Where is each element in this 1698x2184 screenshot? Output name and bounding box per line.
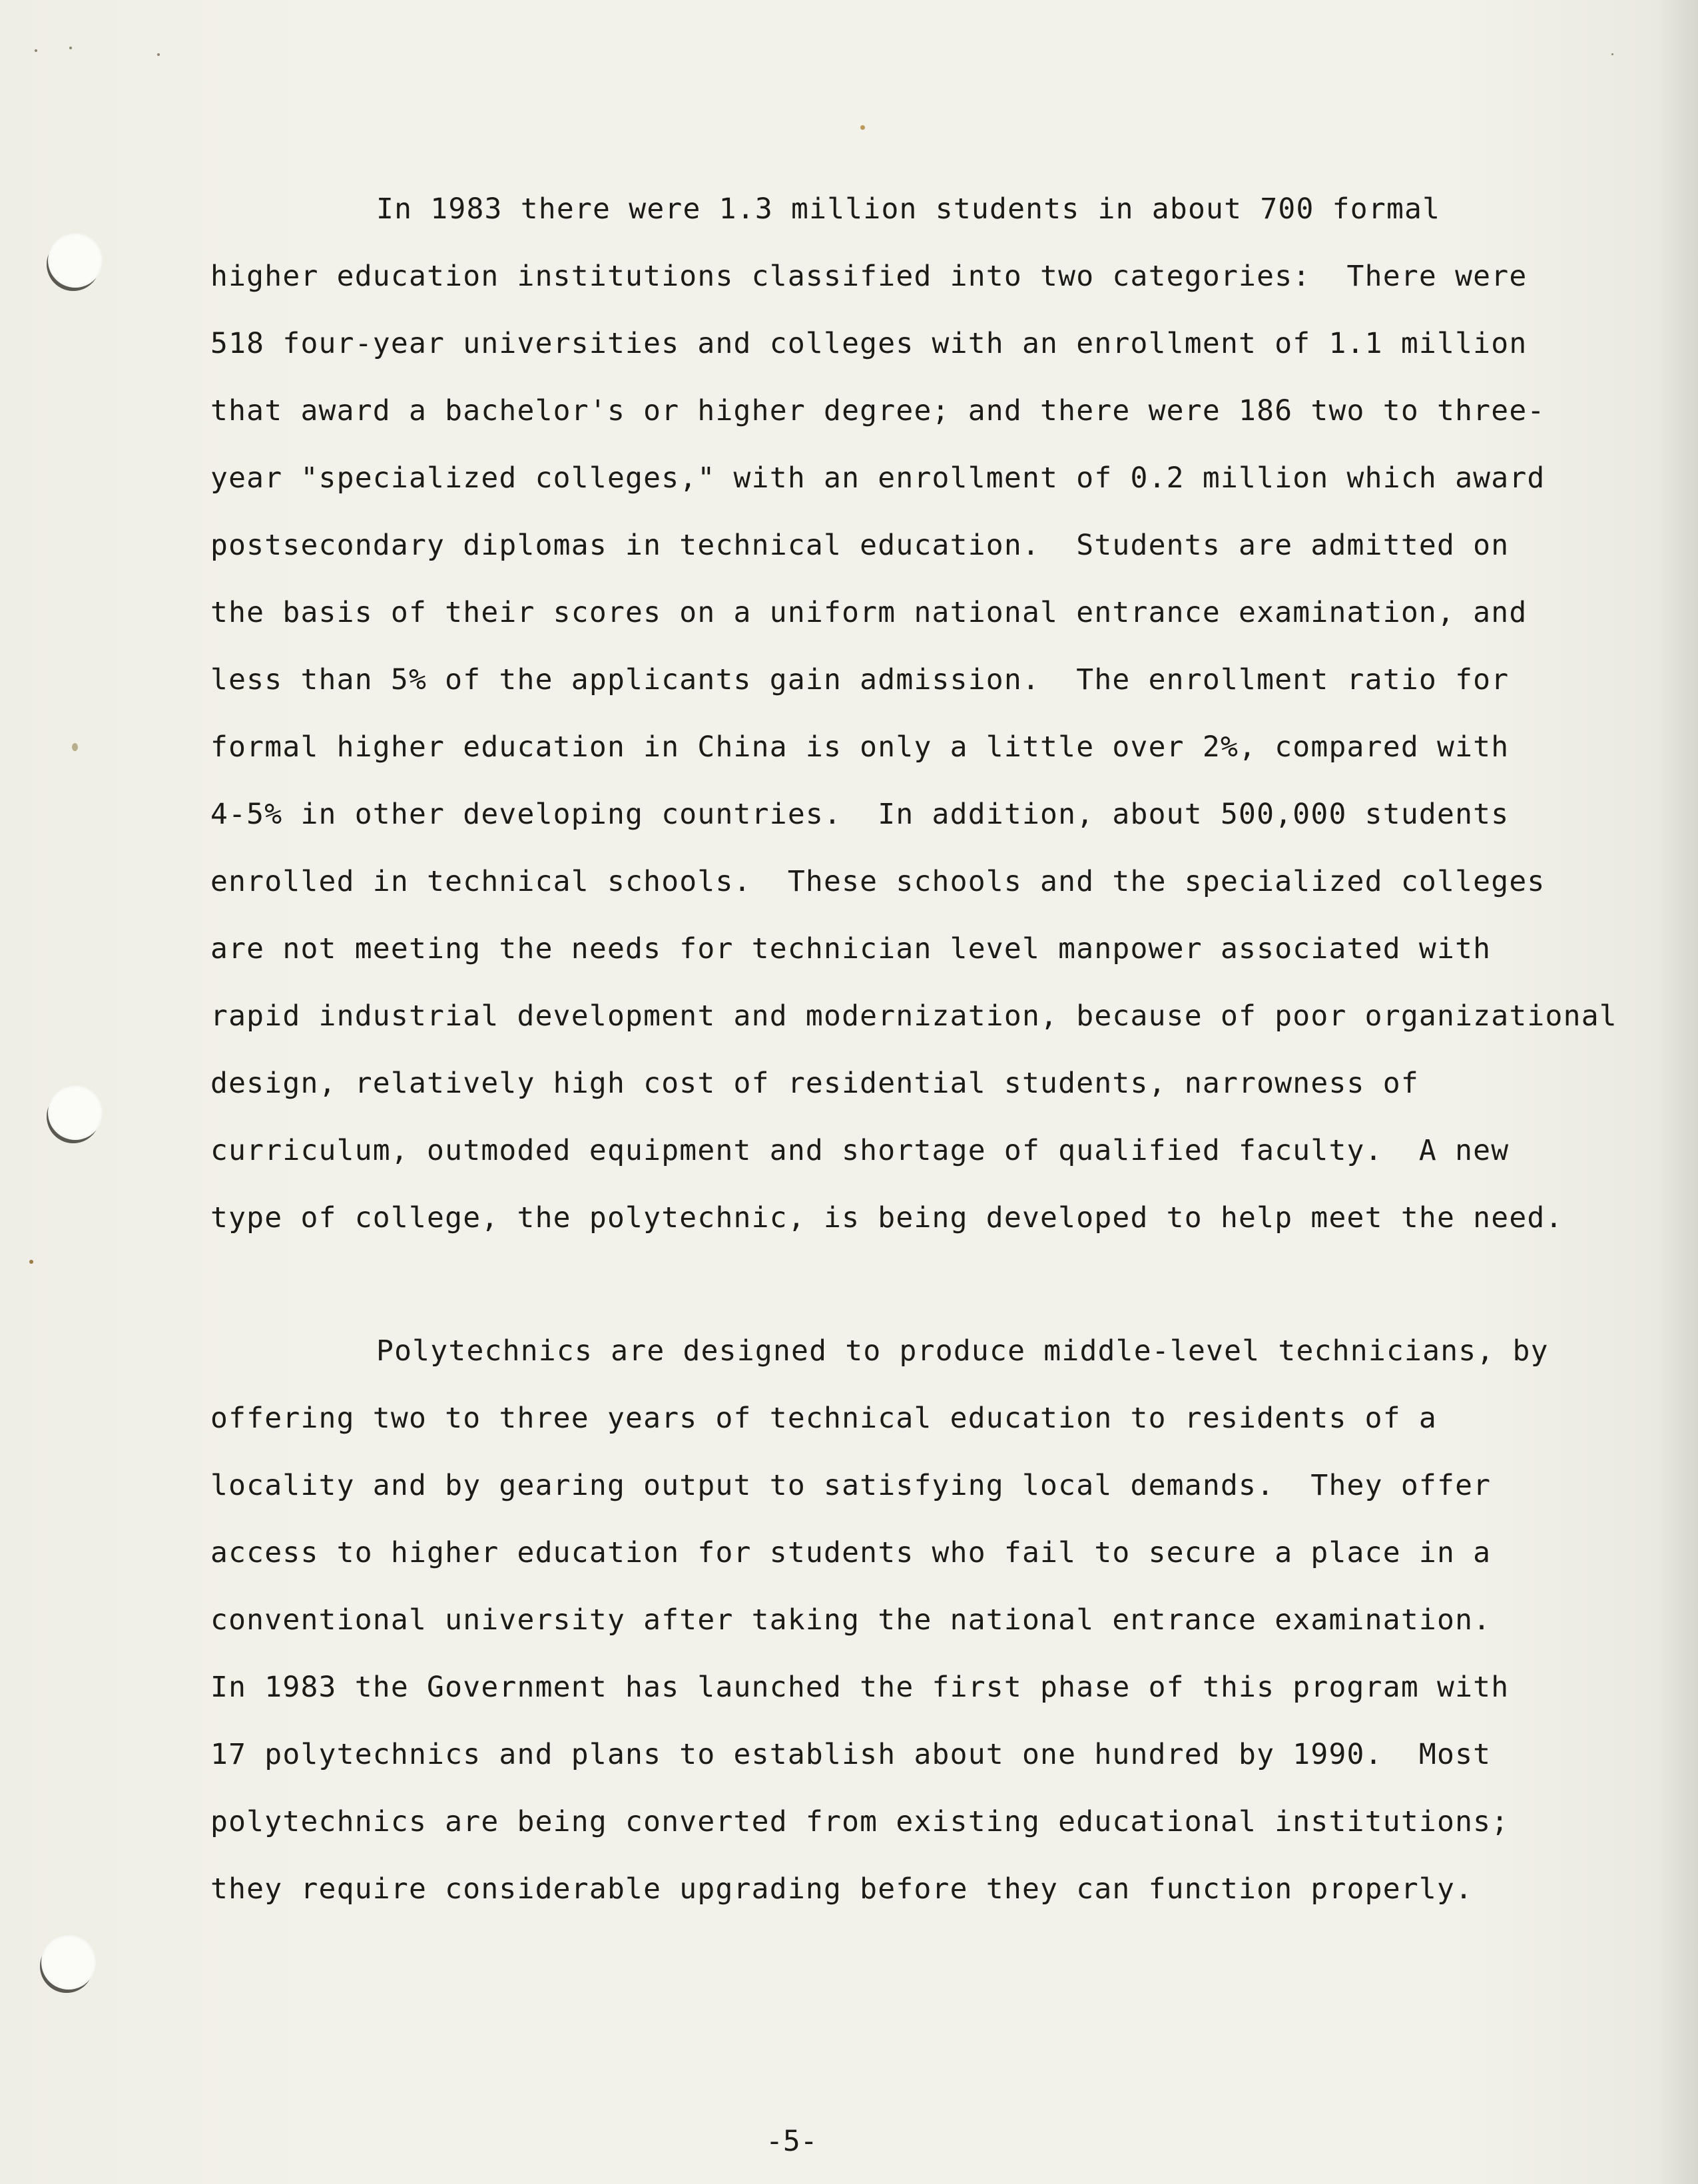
paper-speck: [29, 1260, 33, 1264]
text-line: rapid industrial development and modernization, because of poor organizational: [210, 999, 1617, 1033]
text-line: design, relatively high cost of residential students, narrowness of: [210, 1067, 1419, 1100]
text-line: type of college, the polytechnic, is being developed to help meet the need.: [210, 1201, 1563, 1234]
paper-speck: [72, 743, 78, 751]
text-line: the basis of their scores on a uniform national entrance examination, and: [210, 596, 1528, 629]
text-line: higher education institutions classified into two categories: There were: [210, 260, 1528, 293]
punch-hole: [48, 1085, 103, 1140]
text-line: year "specialized colleges," with an enrollment of 0.2 million which award: [210, 461, 1546, 495]
text-line: access to higher education for students who fail to secure a place in a: [210, 1536, 1492, 1569]
text-line: postsecondary diplomas in technical education. Students are admitted on: [210, 529, 1510, 562]
text-line: curriculum, outmoded equipment and shortage of qualified faculty. A new: [210, 1134, 1510, 1167]
text-line: conventional university after taking the national entrance examination.: [210, 1603, 1492, 1637]
text-line: polytechnics are being converted from existing educational institutions;: [210, 1805, 1510, 1838]
punch-hole: [41, 1935, 96, 1990]
text-line: locality and by gearing output to satisfying local demands. They offer: [210, 1469, 1492, 1502]
page-edge-shadow: [1658, 0, 1698, 2184]
text-line: 4-5% in other developing countries. In addition, about 500,000 students: [210, 798, 1510, 831]
text-line: that award a bachelor's or higher degree; and there were 186 two to three-: [210, 394, 1546, 427]
paper-speck: [860, 125, 865, 130]
page-number: -5-: [766, 2125, 818, 2158]
text-line: Polytechnics are designed to produce middle-level technicians, by: [376, 1334, 1549, 1368]
paper-speck: [69, 47, 72, 49]
text-line: less than 5% of the applicants gain admission. The enrollment ratio for: [210, 663, 1510, 696]
paper-speck: [157, 53, 160, 56]
text-line: In 1983 the Government has launched the first phase of this program with: [210, 1671, 1510, 1704]
paper-speck: [1611, 53, 1613, 55]
text-line: 17 polytechnics and plans to establish about one hundred by 1990. Most: [210, 1738, 1492, 1771]
text-line: offering two to three years of technical education to residents of a: [210, 1402, 1437, 1435]
text-line: In 1983 there were 1.3 million students in about 700 formal: [376, 192, 1441, 226]
punch-hole: [48, 233, 103, 288]
text-line: they require considerable upgrading before they can function properly.: [210, 1872, 1474, 1906]
text-line: 518 four-year universities and colleges with an enrollment of 1.1 million: [210, 327, 1528, 360]
paper-speck: [35, 49, 37, 52]
text-line: formal higher education in China is only a little over 2%, compared with: [210, 730, 1510, 764]
text-line: are not meeting the needs for technician level manpower associated with: [210, 932, 1492, 965]
text-line: enrolled in technical schools. These schools and the specialized colleges: [210, 865, 1546, 898]
